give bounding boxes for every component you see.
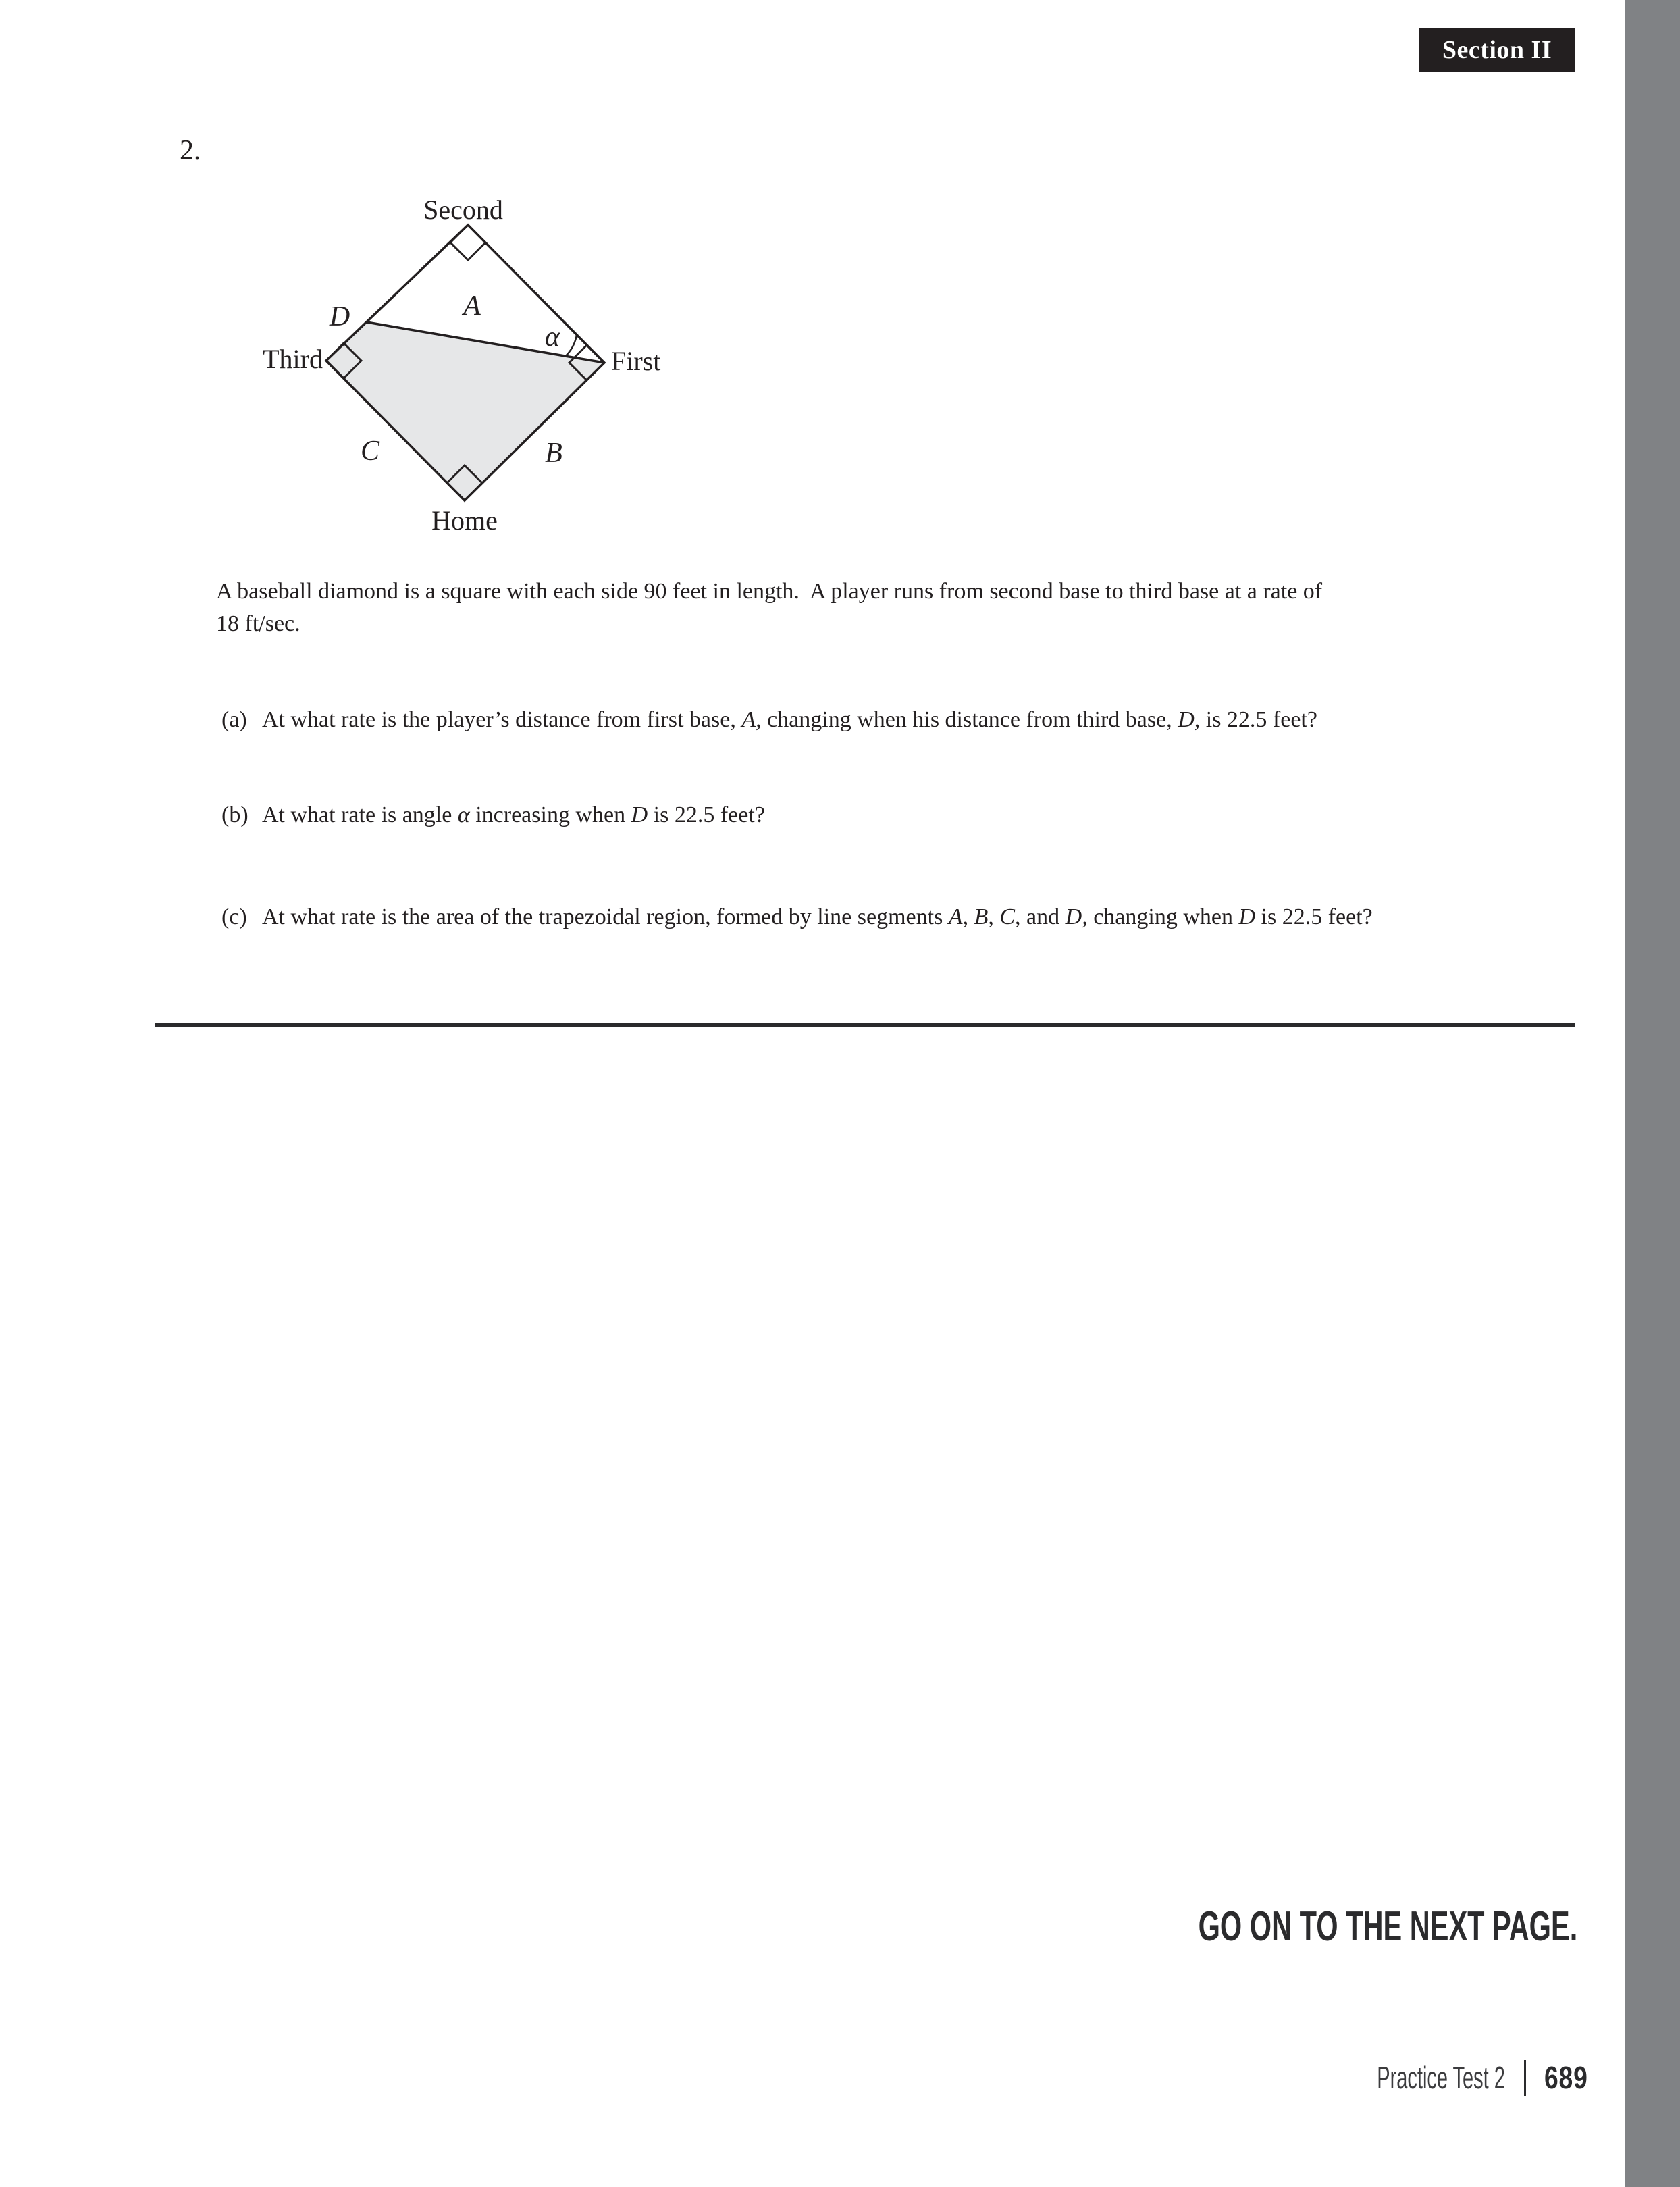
go-on-notice: GO ON TO THE NEXT PAGE.	[1198, 1903, 1577, 1950]
intro-line-2: 18 ft/sec.	[216, 611, 300, 636]
question-b-text: At what rate is angle α increasing when D is 22.5 feet?	[262, 802, 765, 827]
baseball-diamond-diagram	[250, 182, 723, 540]
footer-separator	[1524, 2060, 1526, 2096]
segment-c-label: C	[360, 436, 380, 467]
problem-number: 2.	[180, 135, 201, 166]
shaded-trapezoid-region	[326, 322, 604, 500]
segment-a-label: A	[463, 290, 481, 321]
section-badge-label: Section II	[1442, 36, 1552, 64]
alpha-angle-label: α	[544, 321, 560, 353]
problem-intro	[216, 575, 1322, 640]
question-b-label: (b)	[221, 802, 248, 827]
second-base-marker	[450, 225, 485, 260]
intro-line-1: A baseball diamond is a square with each side 90 feet in length. A player runs from second base to third base at a rate of	[216, 579, 1323, 604]
third-base-label: Third	[263, 344, 323, 374]
second-base-label: Second	[423, 195, 503, 225]
segment-b-label: B	[545, 438, 562, 469]
divider-rule	[155, 1023, 1575, 1027]
question-a-label: (a)	[221, 707, 247, 732]
section-badge	[1419, 28, 1575, 72]
question-a-text: At what rate is the player’s distance from first base, A, changing when his distance from third base, D, is 22.5 feet?	[262, 707, 1317, 732]
question-a	[221, 705, 1317, 735]
first-base-label: First	[611, 346, 661, 376]
question-b	[221, 800, 765, 830]
question-c-text: At what rate is the area of the trapezoidal region, formed by line segments A, B, C, and D, changing when D is 22.5 feet?	[262, 904, 1373, 929]
footer-test-name: Practice Test 2	[1377, 2060, 1505, 2095]
home-plate-label: Home	[431, 505, 498, 536]
segment-d-label: D	[329, 301, 350, 332]
alpha-angle-arc	[566, 335, 577, 356]
question-c-label: (c)	[221, 904, 247, 929]
question-c	[221, 902, 1373, 932]
page-edge-bar	[1625, 0, 1680, 2187]
footer-page-number: 689	[1544, 2060, 1588, 2095]
